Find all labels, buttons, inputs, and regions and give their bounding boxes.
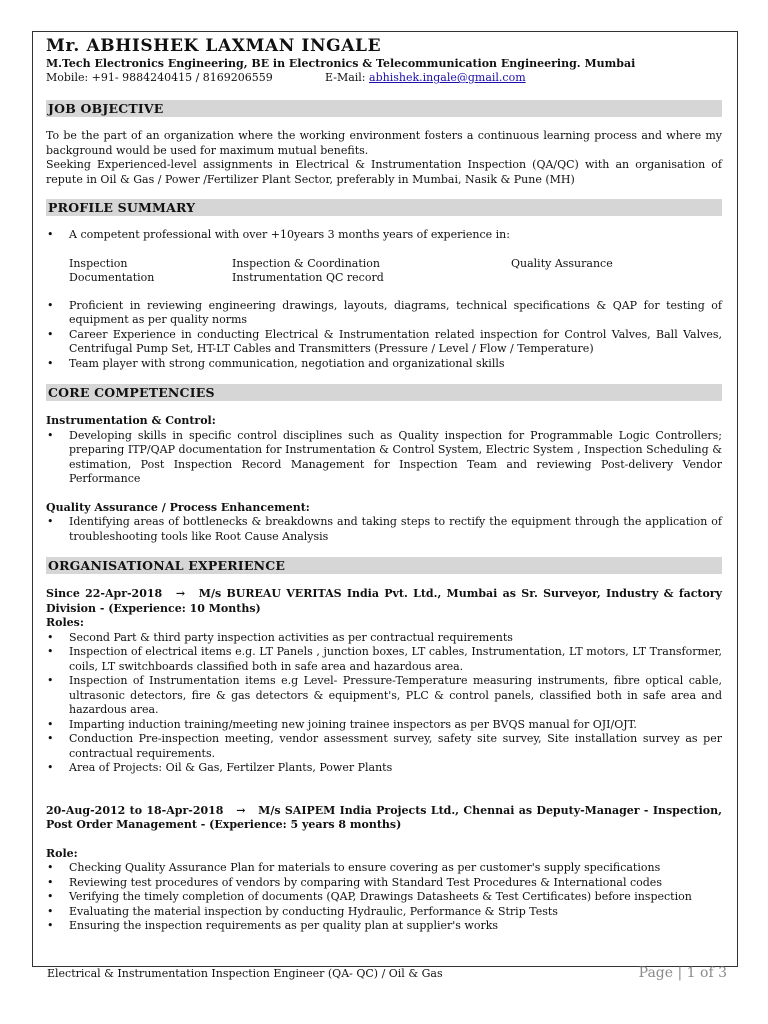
list-item: • Verifying the timely completion of documents (QAP, Drawings Datasheets & Test Certificates) before inspection — [46, 890, 722, 905]
email-link[interactable]: abhishek.ingale@gmail.com — [369, 71, 526, 84]
job2-roles — [46, 861, 722, 934]
organisational-experience-heading: ORGANISATIONAL EXPERIENCE — [46, 557, 722, 574]
list-item: • Reviewing test procedures of vendors by comparing with Standard Test Procedures & International codes — [46, 876, 722, 891]
ic-list — [46, 429, 722, 487]
page-footer — [47, 966, 727, 984]
profile-intro: • A competent professional with over +10years 3 months years of experience in: — [46, 228, 722, 243]
job1-description: M/s BUREAU VERITAS India Pvt. Ltd., Mumbai as Sr. Surveyor, Industry & factory Division - (Experience: 10 Months) — [46, 587, 722, 615]
list-item: • Team player with strong communication, negotiation and organizational skills — [46, 357, 722, 372]
qa-subheading: Quality Assurance / Process Enhancement: — [46, 500, 310, 514]
list-item: • Developing skills in specific control disciplines such as Quality inspection for Programmable Logic Controllers; preparing ITP/QAP documentation for Instrumentation & Control System, Electric System , Inspection Scheduling & estimation, Post Inspection Record Management for Inspection Team and reviewing Post-delivery Vendor Performance — [46, 429, 722, 487]
footer-title: Electrical & Instrumentation Inspection Engineer (QA- QC) / Oil & Gas — [47, 967, 443, 980]
list-item: • Ensuring the inspection requirements as per quality plan at supplier's works — [46, 919, 722, 934]
job-objective-heading: JOB OBJECTIVE — [46, 100, 722, 117]
list-item: • Area of Projects: Oil & Gas, Fertilzer Plants, Power Plants — [46, 761, 722, 776]
skill-item: Inspection & Coordination — [232, 256, 380, 270]
objective-paragraph-1: To be the part of an organization where the working environment fosters a continuous learning process and where my background would be used for maximum mutual benefits. — [46, 129, 722, 157]
arrow-right-icon: → — [236, 803, 246, 817]
page-number: Page | 1 of 3 — [638, 965, 727, 981]
skill-item: Documentation — [69, 270, 155, 284]
skills-grid — [69, 257, 722, 286]
list-item: • Inspection of Instrumentation items e.g Level- Pressure-Temperature measuring instruments, fibre optical cable, ultrasonic detectors, fire & gas detectors & equipment's, PLC & control panels, classified both in safe area and hazardous area. — [46, 674, 722, 718]
list-item: • Proficient in reviewing engineering drawings, layouts, diagrams, technical specifications & QAP for testing of equipment as per quality norms — [46, 299, 722, 328]
candidate-name: Mr. ABHISHEK LAXMAN INGALE — [46, 36, 382, 56]
skill-item: Quality Assurance — [511, 256, 613, 270]
list-item: • Evaluating the material inspection by conducting Hydraulic, Performance & Strip Tests — [46, 905, 722, 920]
job2-date: 20-Aug-2012 to 18-Apr-2018 — [46, 803, 224, 817]
job1-roles-label: Roles: — [46, 616, 84, 629]
job1-roles — [46, 631, 722, 776]
job1-date: Since 22-Apr-2018 — [46, 587, 163, 600]
job2-header — [46, 804, 722, 833]
profile-bullets — [46, 299, 722, 372]
profile-summary-heading: PROFILE SUMMARY — [46, 199, 722, 216]
job1-header — [46, 587, 722, 616]
list-item: • Identifying areas of bottlenecks & breakdowns and taking steps to rectify the equipment through the application of troubleshooting tools like Root Cause Analysis — [46, 515, 722, 544]
skill-item: Inspection — [69, 256, 128, 270]
qa-list — [46, 515, 722, 544]
email-block — [325, 71, 526, 85]
resume-page — [46, 36, 722, 934]
arrow-right-icon: → — [175, 587, 186, 600]
education-line: M.Tech Electronics Engineering, BE in Electronics & Telecommunication Engineering. Mumbai — [46, 57, 636, 70]
list-item: • Inspection of electrical items e.g. LT Panels , junction boxes, LT cables, Instrumentation, LT motors, LT Transformer, coils, LT switchboards classified both in safe area and hazardous area. — [46, 645, 722, 674]
core-competencies-heading: CORE COMPETENCIES — [46, 384, 722, 401]
email-label: E-Mail: — [325, 71, 370, 84]
ic-subheading: Instrumentation & Control: — [46, 414, 216, 427]
list-item: • Conduction Pre-inspection meeting, vendor assessment survey, safety site survey, Site installation survey as per contractual requirements. — [46, 732, 722, 761]
mobile-number: Mobile: +91- 9884240415 / 8169206559 — [46, 71, 273, 84]
skill-item: Instrumentation QC record — [232, 270, 384, 284]
objective-paragraph-2: Seeking Experienced-level assignments in Electrical & Instrumentation Inspection (QA/QC) with an organisation of repute in Oil & Gas / Power /Fertilizer Plant Sector, preferably in Mumbai, Nasik & Pune (MH) — [46, 158, 722, 186]
contact-line — [46, 71, 722, 85]
job2-roles-label: Role: — [46, 846, 78, 860]
list-item: • Second Part & third party inspection activities as per contractual requirements — [46, 631, 722, 646]
profile-intro-list — [46, 228, 722, 243]
list-item: • Career Experience in conducting Electrical & Instrumentation related inspection for Control Valves, Ball Valves, Centrifugal Pump Set, HT-LT Cables and Transmitters (Pressure / Level / Flow / Temperature) — [46, 328, 722, 357]
list-item: • Checking Quality Assurance Plan for materials to ensure covering as per customer's supply specifications — [46, 861, 722, 876]
job2-description: M/s SAIPEM India Projects Ltd., Chennai as Deputy-Manager - Inspection, Post Order Management - (Experience: 5 years 8 months) — [46, 803, 722, 831]
list-item: • Imparting induction training/meeting new joining trainee inspectors as per BVQS manual for OJI/OJT. — [46, 718, 722, 733]
